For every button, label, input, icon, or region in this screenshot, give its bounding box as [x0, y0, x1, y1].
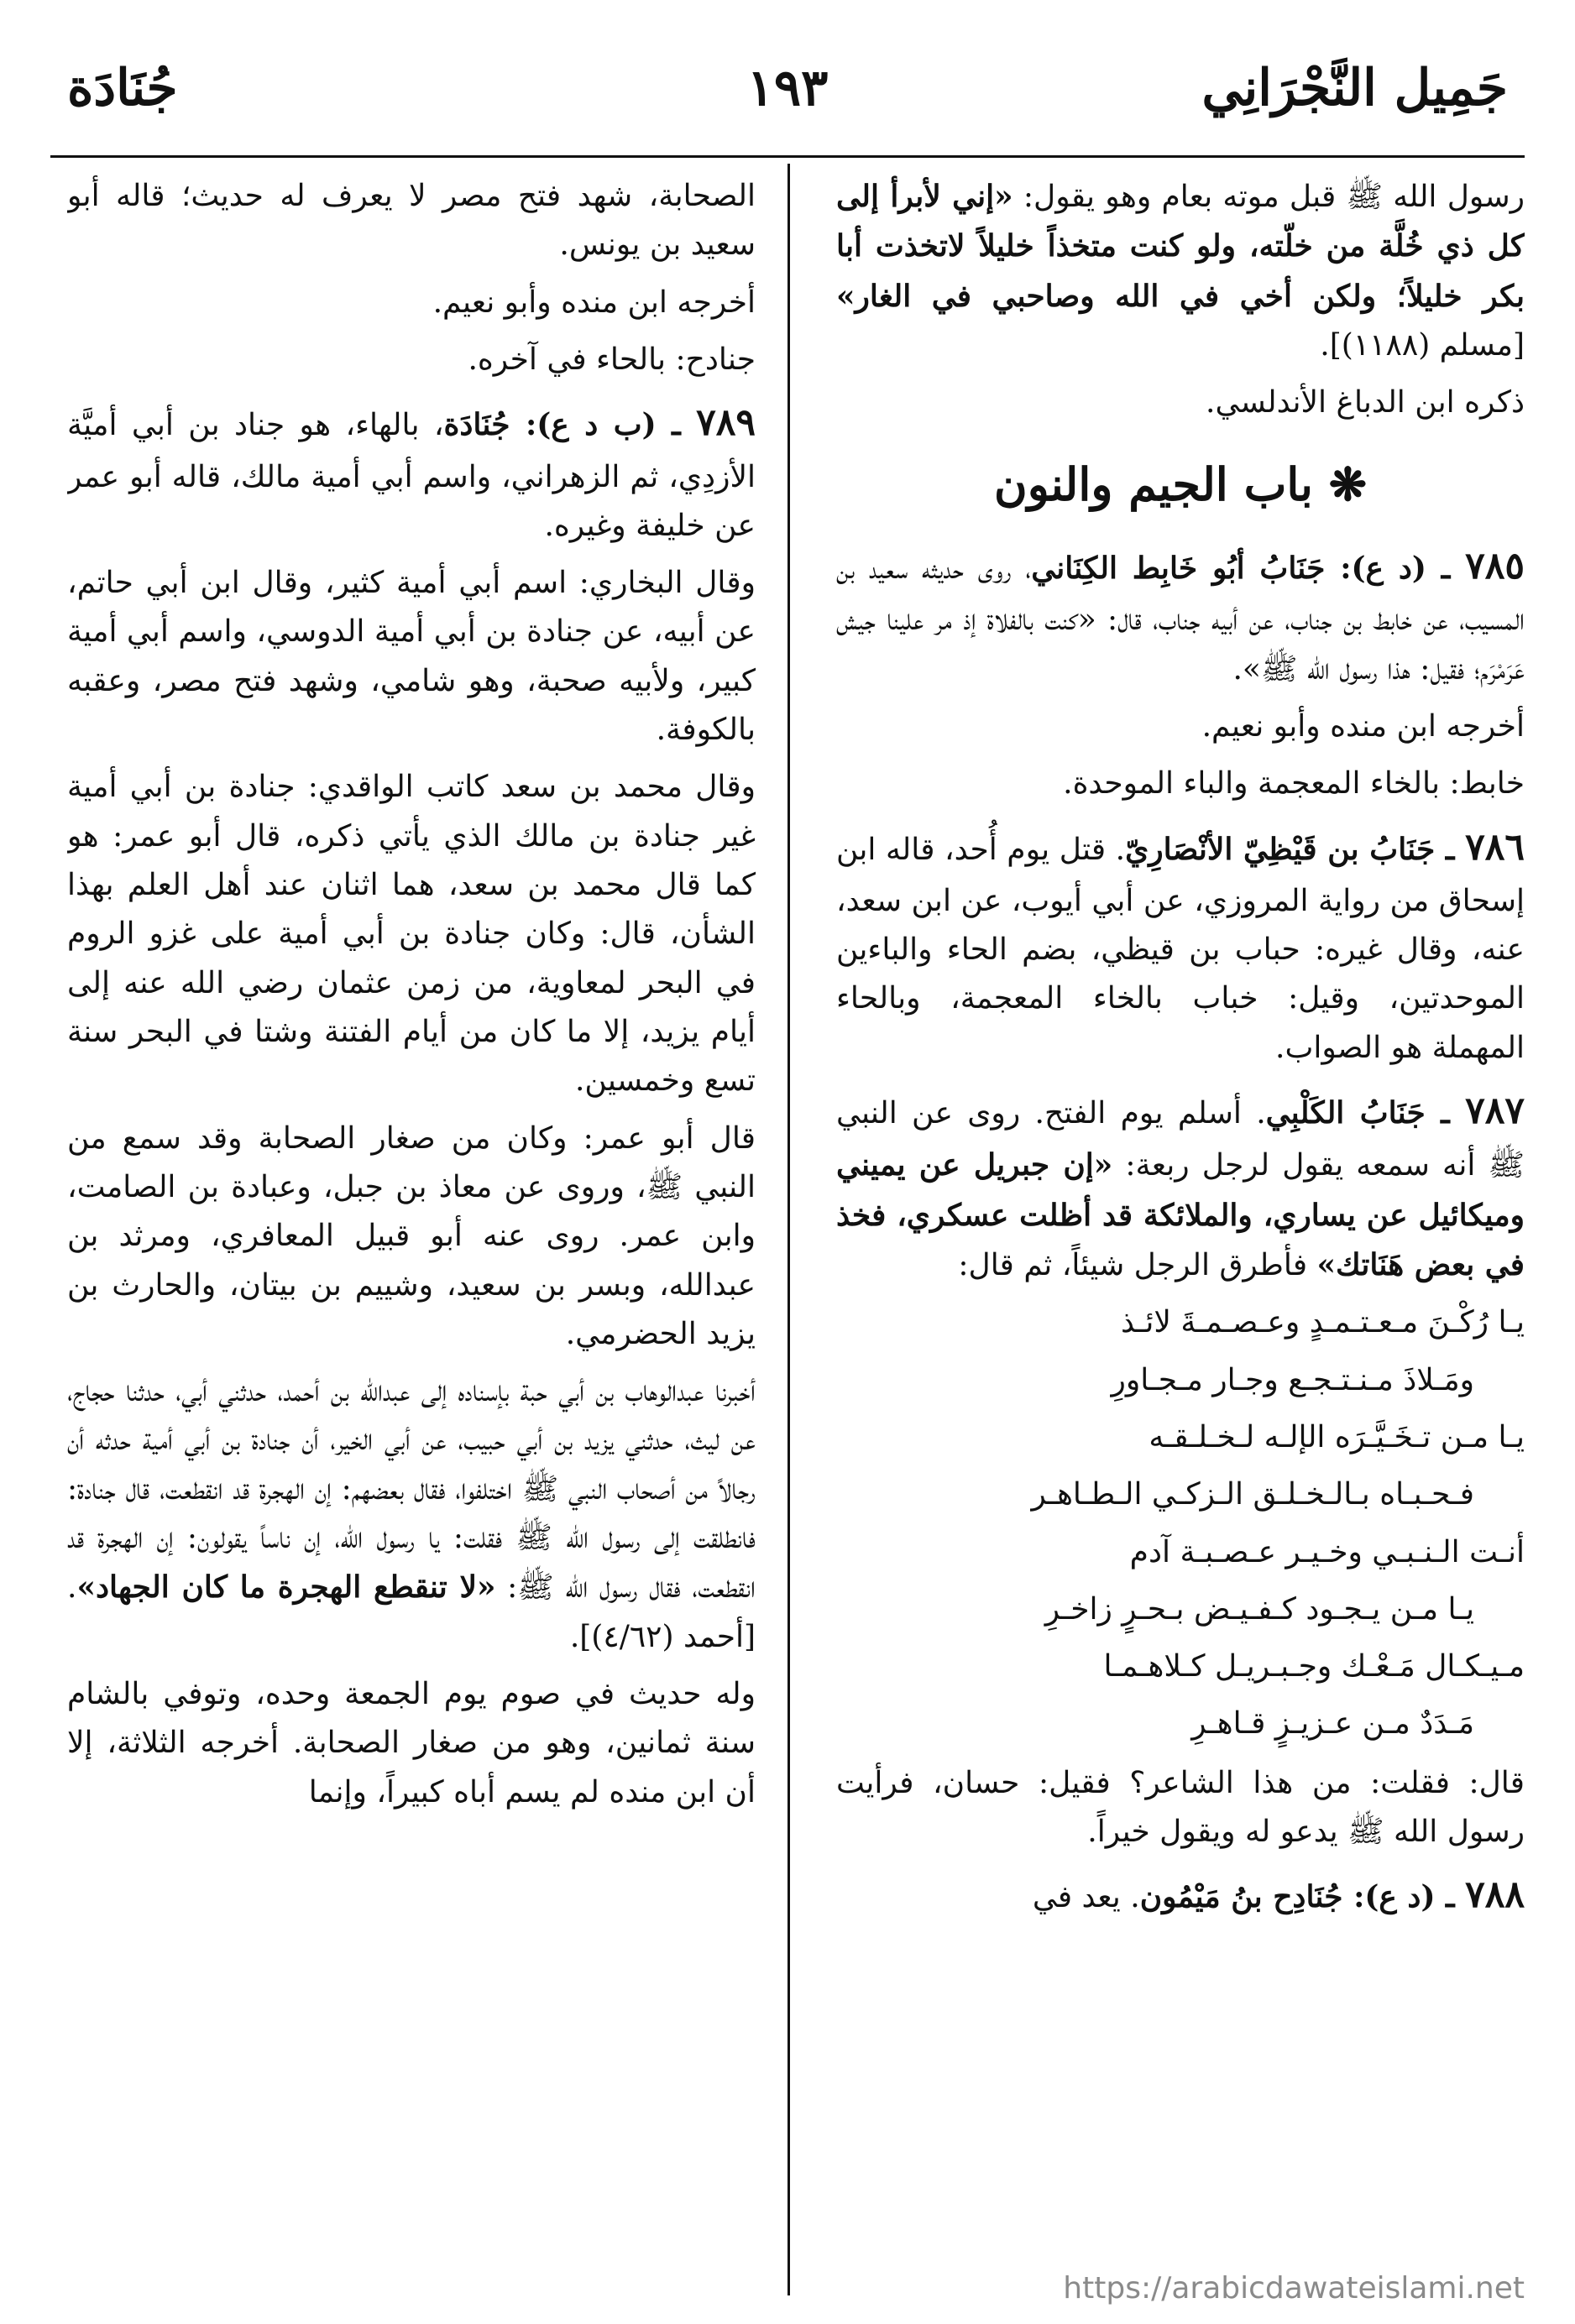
entry-heading: ـ (ب د ع): جُنَادَة: [443, 407, 697, 443]
entry-number: ٧٨٨: [1465, 1873, 1525, 1917]
paragraph: أخرجه ابن منده وأبو نعيم.: [1201, 708, 1525, 744]
paragraph: وقال محمد بن سعد كاتب الواقدي: جنادة بن أبي أمية غير جنادة بن مالك الذي يأتي ذكره، قال أبو عمر: هو كما قال محمد بن سعد، هما اثنان عند أهل العلم بهذا الشأن، قال: وكان جنادة بن أبي أمية على غزو الروم في البحر لمعاوية، من زمن عثمان رضي الله عنه إلى أيام يزيد، إلا ما كان من أيام الفتنة وشتا في البحر سنة تسع وخمسين.: [67, 770, 756, 1099]
poem-line: فـحـبـاه بـالـخـلـق الـزكـي الـطـاهـر: [1031, 1477, 1474, 1512]
poem-line: مـيـكـال مَـعْـك وجـبـريـل كـلاهـمـا: [1103, 1649, 1525, 1684]
paragraph: وقال البخاري: اسم أبي أمية كثير، وقال ابن أبي حاتم، عن أبيه، عن جنادة بن أبي أمية الدوسي، واسم أبي أمية كبير، ولأبيه صحبة، وهو شامي، وشهد فتح مصر، وعقبه بالكوفة.: [67, 566, 756, 748]
entry-787: ٧٨٧ ـ جَنَابُ الكَلْبِي. أسلم يوم الفتح. روى عن النبي ﷺ أنه سمعه يقول لرجل ربعة: «إن جبريل عن يميني وميكائيل عن يساري، والملائكة قد أظلت عسكري، فخذ في بعض هَنَاتك» فأطرق الرجل شيئاً، ثم قال:: [836, 1089, 1525, 1282]
paragraph: الصحابة، شهد فتح مصر لا يعرف له حديث؛ قاله أبو سعيد بن يونس.: [67, 179, 756, 263]
paragraph: قال أبو عمر: وكان من صغار الصحابة وقد سمع من النبي ﷺ، وروى عن معاذ بن جبل، وعبادة بن الصامت، وابن عمر. روى عنه أبو قبيل المعافري، ومرثد بن عبدالله، وبسر بن سعيد، وشييم بن بيتان، والحارث بن يزيد الحضرمي.: [67, 1120, 756, 1351]
poem-line: مَـدَدٌ مـن عـزيـزٍ قـاهـرِ: [1191, 1706, 1474, 1742]
page-number: ١٩٣: [746, 59, 829, 118]
paragraph: أخبرنا عبدالوهاب بن أبي حبة بإسناده إلى عبدالله بن أحمد، حدثني أبي، حدثنا حجاج، عن ليث، حدثني يزيد بن أبي حبيب، عن أبي الخير، أن جنادة بن أبي أمية حدثه أن رجالاً من أصحاب النبي ﷺ اختلفوا، فقال بعضهم: إن الهجرة قد انقطعت، قال جنادة: فانطلقت إلى رسول الله ﷺ فقلت: يا رسول الله، إن ناساً يقولون: إن الهجرة قد انقطعت، فقال رسول الله ﷺ: «لا تنقطع الهجرة ما كان الجهاد». [أحمد (٤/٦٢)].: [67, 1374, 756, 1654]
entry-number: ٧٨٥: [1465, 545, 1525, 588]
running-title-right: جَمِيل النَّجْرَانِي: [1201, 59, 1508, 118]
poem-line: يـا رُكْـنَ مـعـتـمـدٍ وعـصـمـةَ لائـذ: [1120, 1305, 1525, 1340]
poem-line: يـا مـن تـخَـيَّـرَه الإلـه لـخـلـقـه: [1149, 1419, 1525, 1454]
paragraph: جنادح: بالحاء في آخره.: [468, 342, 756, 377]
entry-heading: ـ جَنَابُ بن قَيْظِيّ الأنْصَارِيّ: [1125, 831, 1466, 867]
header-rule: [50, 155, 1525, 158]
paragraph: رسول الله ﷺ قبل موته بعام وهو يقول: «إني لأبرأ إلى كل ذي خُلَّة من خلّته، ولو كنت متخذاً خليلاً لاتخذت أبا بكر خليلاً؛ ولكن أخي في الله وصاحبي في الغار» [مسلم (١١٨٨)].: [836, 179, 1525, 363]
entry-789: ٧٨٩ ـ (ب د ع): جُنَادَة، بالهاء، هو جناد بن أبي أميَّة الأزدِي، ثم الزهراني، واسم أبي أمية مالك، قاله أبو عمر عن خليفة وغيره.: [67, 401, 756, 543]
poem-line: أنـت الـنـبـي وخـيـر عـصـبـة آدم: [1129, 1534, 1525, 1569]
column-divider: [788, 164, 790, 2295]
hadith-quote: «إن جبريل عن يميني وميكائيل عن يساري، والملائكة قد أظلت عسكري، فخذ في بعض هَنَاتك»: [836, 1147, 1525, 1282]
hadith-quote: «لا تنقطع الهجرة ما كان الجهاد»: [76, 1569, 496, 1606]
paragraph: خابط: بالخاء المعجمة والباء الموحدة.: [1063, 766, 1525, 802]
page-header: [67, 59, 1508, 151]
running-title-left: جُنَادَة: [67, 59, 178, 118]
entry-number: ٧٨٩: [696, 401, 756, 445]
entry-788: ٧٨٨ ـ (د ع): جُنَادِح بنُ مَيْمُون. يعد في: [1032, 1873, 1525, 1917]
paragraph: قال: فقلت: من هذا الشاعر؟ فقيل: حسان، فرأيت رسول الله ﷺ يدعو له ويقول خيراً.: [836, 1765, 1525, 1850]
paragraph: ذكره ابن الدباغ الأندلسي.: [1206, 385, 1525, 420]
entry-785: ٧٨٥ ـ (د ع): جَنَابُ أبُو خَابِط الكِنَاني، روى حديثه سعيد بن المسيب، عن خابط بن جناب، عن أبيه جناب، قال: «كنت بالفلاة إذ مر علينا جيش عَرَمْرَم؛ فقيل: هذا رسول الله ﷺ».: [836, 545, 1525, 687]
entry-number: ٧٨٦: [1465, 825, 1525, 869]
entry-heading: ـ جَنَابُ الكَلْبِي: [1265, 1095, 1466, 1131]
entry-heading: ـ (د ع): جُنَادِح بنُ مَيْمُون: [1139, 1879, 1466, 1915]
paragraph: أخرجه ابن منده وأبو نعيم.: [432, 285, 756, 320]
entry-786: ٧٨٦ ـ جَنَابُ بن قَيْظِيّ الأنْصَارِيّ. قتل يوم أُحد، قاله ابن إسحاق من رواية المروزي، عن أبي أيوب، عن ابن سعد، عنه، وقال غيره: حباب بن قيظي، بضم الحاء والباءين الموحدتين، وقيل: خباب بالخاء المعجمة، وبالحاء المهملة هو الصواب.: [836, 825, 1525, 1065]
paragraph: وله حديث في صوم يوم الجمعة وحده، وتوفي بالشام سنة ثمانين، وهو من صغار الصحابة. أخرجه الثلاثة، إلا أن ابن منده لم يسم أباه كبيراً، وإنما: [67, 1677, 756, 1810]
watermark-url: https://arabicdawateislami.net: [1063, 2271, 1525, 2306]
section-title: ❋ باب الجيم والنون: [994, 457, 1367, 511]
left-column: [67, 172, 756, 2279]
entry-heading: ـ (د ع): جَنَابُ أبُو خَابِط الكِنَاني: [1031, 551, 1466, 587]
right-column: [836, 172, 1525, 2279]
poem-line: ومَـلاذَ مـنـتـجـع وجـار مـجـاورِ: [1111, 1362, 1474, 1397]
hadith-quote: «إني لأبرأ إلى كل ذي خُلَّة من خلّته، ولو كنت متخذاً خليلاً لاتخذت أبا بكر خليلاً؛ ولكن أخي في الله وصاحبي في الغار»: [836, 179, 1525, 314]
entry-number: ٧٨٧: [1465, 1089, 1525, 1133]
poem-line: يـا مـن يـجـود كـفـيـض بـحـرٍ زاخـرِ: [1044, 1591, 1474, 1627]
poem: [836, 1298, 1525, 1749]
